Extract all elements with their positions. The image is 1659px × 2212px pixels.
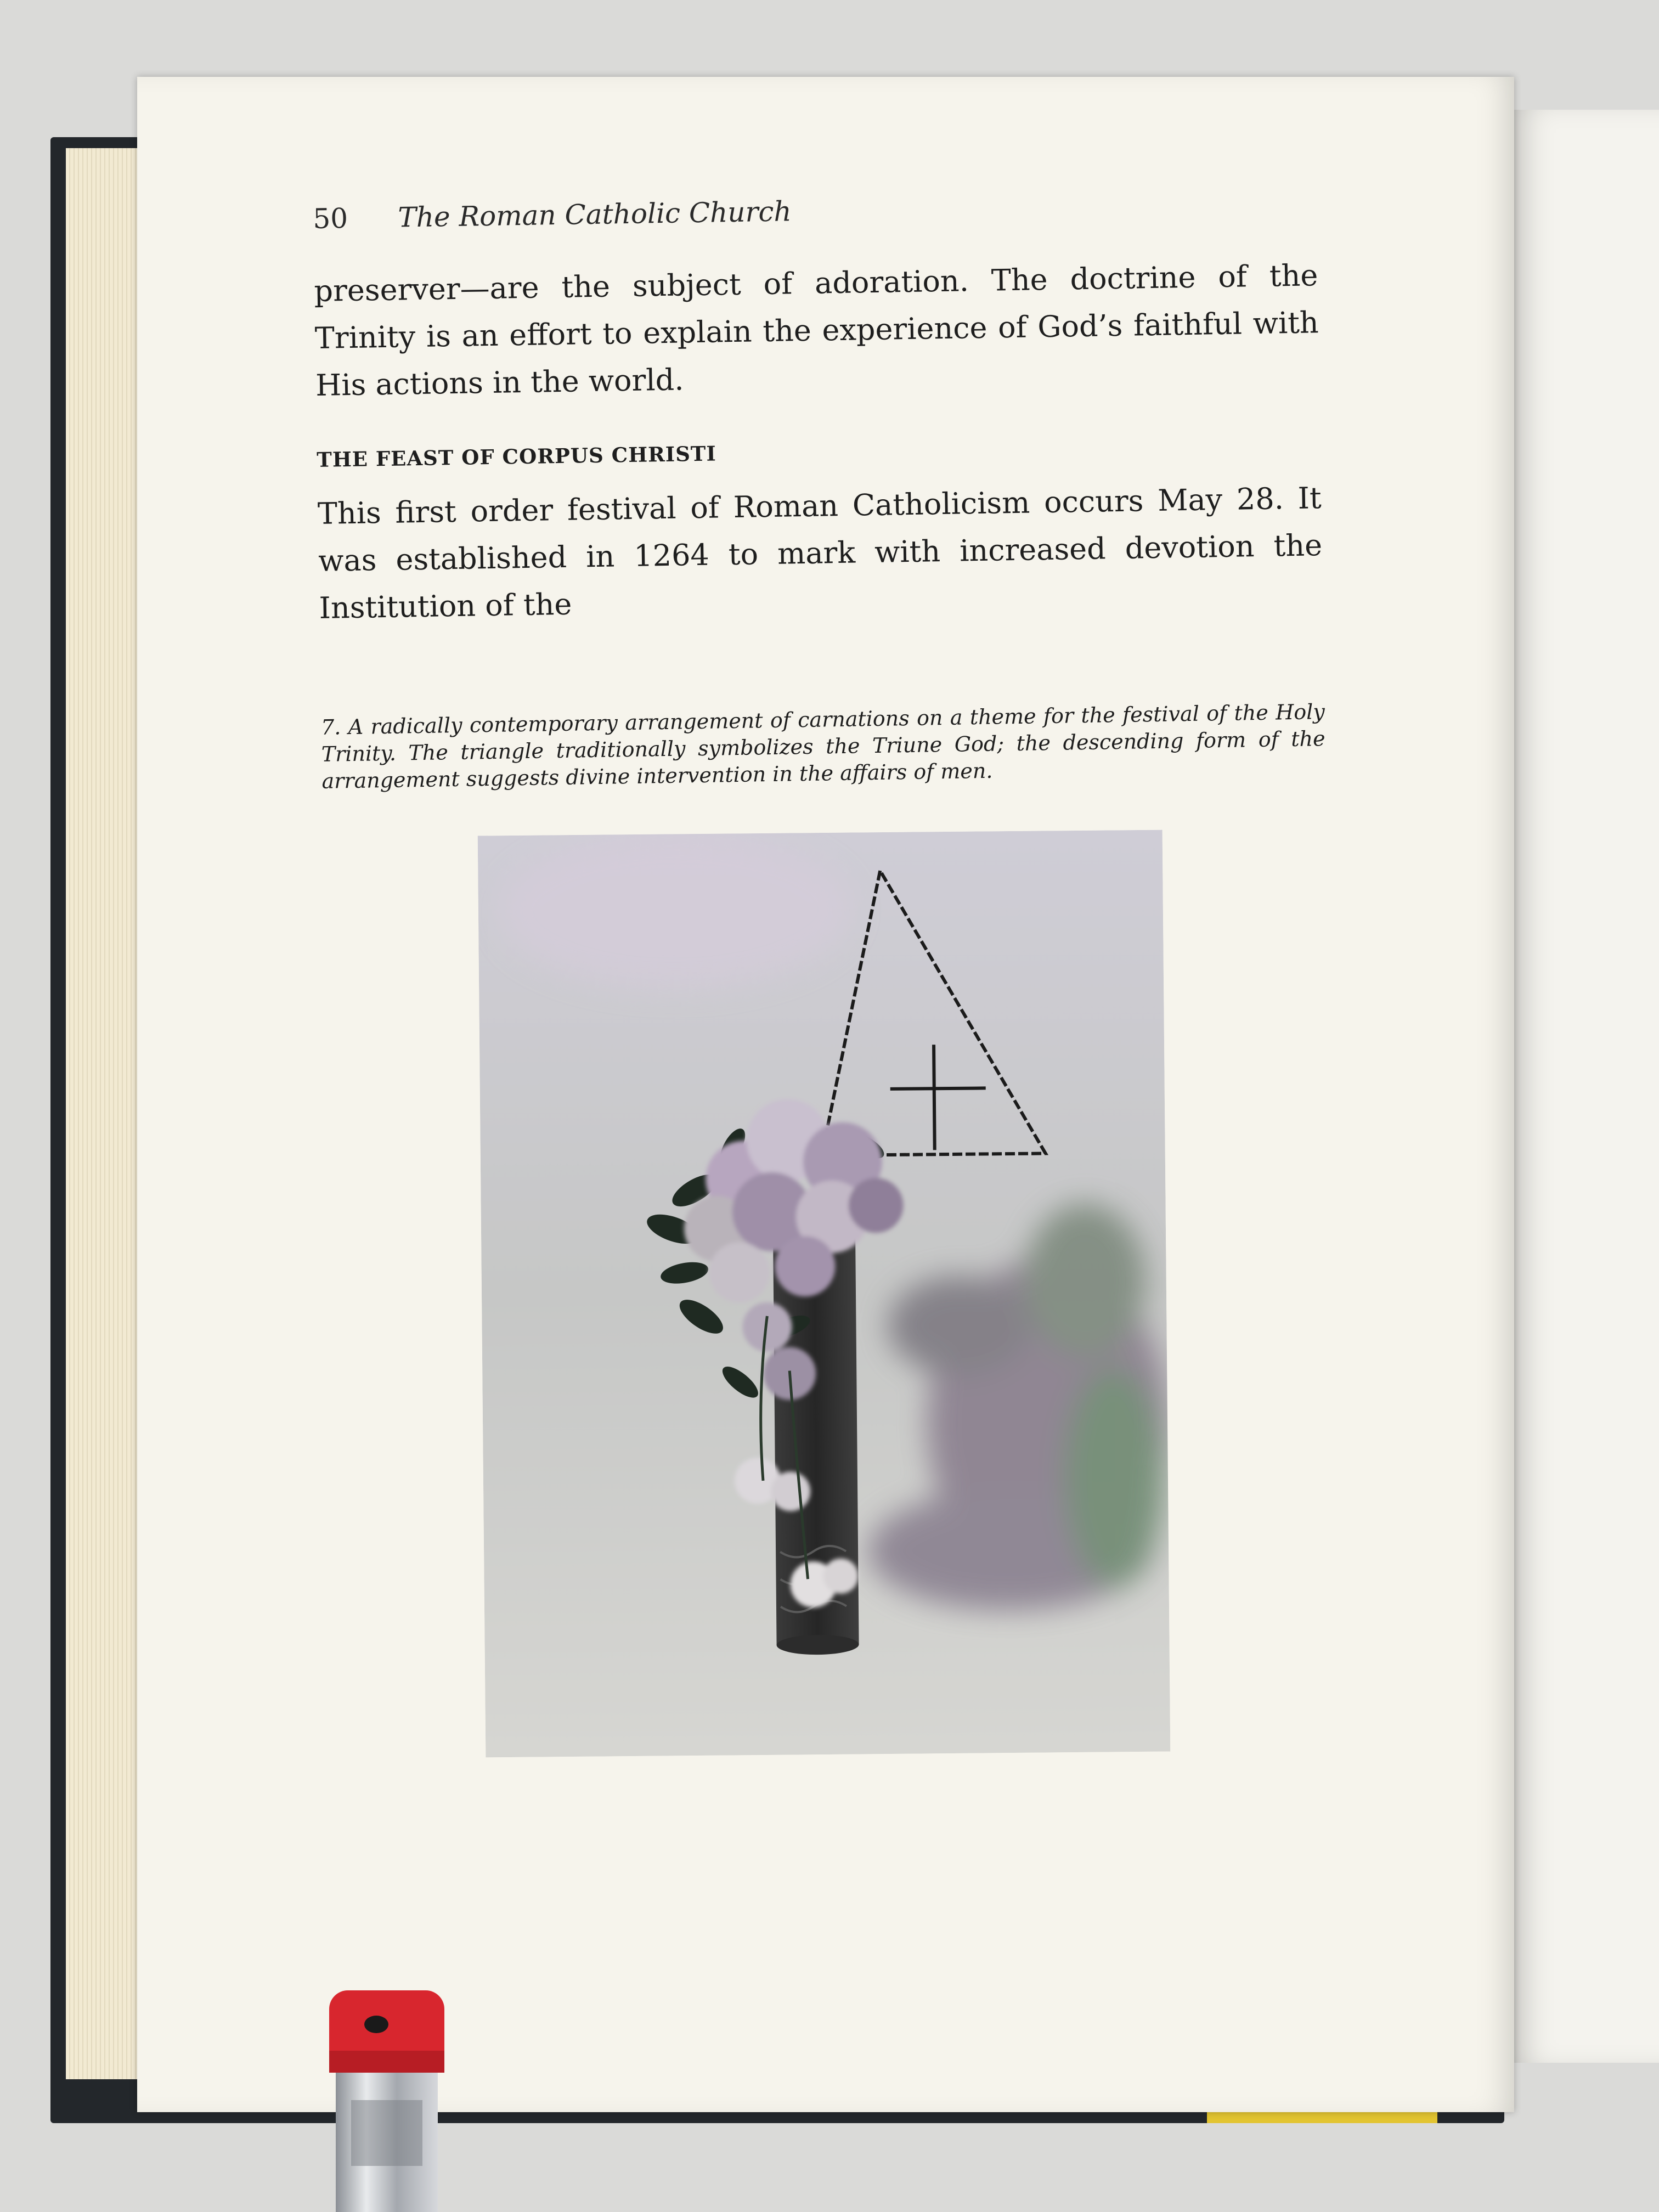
running-title: The Roman Catholic Church <box>397 195 792 234</box>
carnation-arrangement-photo <box>478 830 1171 1758</box>
facing-page <box>1509 110 1659 2063</box>
body-paragraph: preserver—are the subject of adoration. The doctrine of the Trinity is an effort to explain the experience of God’s faithful with His actions in the world. <box>314 258 1319 403</box>
figure-photo <box>478 830 1171 1758</box>
section-paragraph: This first order festival of Roman Catholicism occurs May 28. It was established in 1264 to mark with increased devotion the Institution of the <box>317 481 1323 625</box>
page-number: 50 <box>313 202 348 235</box>
clip-illustration <box>329 1990 444 2212</box>
binder-clip <box>329 1990 444 2212</box>
page-content <box>313 187 1326 795</box>
figure-caption: 7. A radically contemporary arrangement of carnations on a theme for the festival of the Holy Trinity. The triangle traditionally symbolizes the Triune God; the descending form of the arrangement suggests divine intervention in the affairs of men. <box>320 699 1325 793</box>
section-heading: THE FEAST OF CORPUS CHRISTI <box>317 441 717 472</box>
